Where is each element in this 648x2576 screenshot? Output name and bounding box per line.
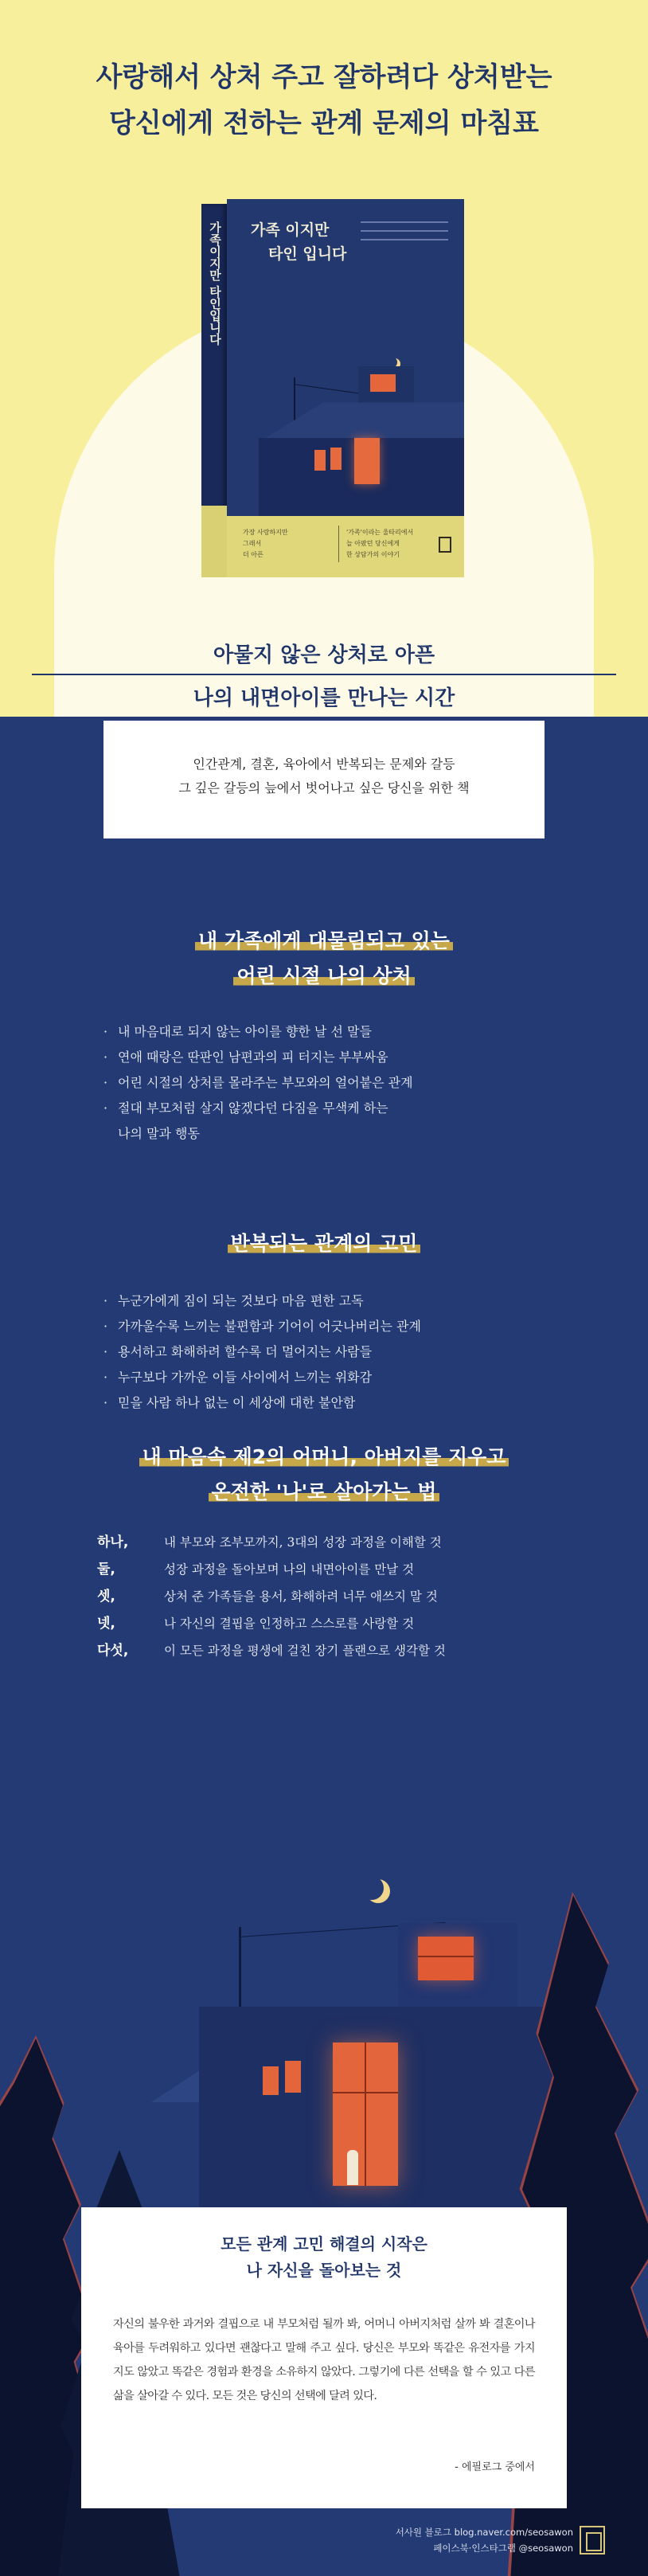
subtitle-strip [0,637,648,717]
book-title [251,218,346,266]
list-item-text: 절대 부모처럼 살지 않겠다던 다짐을 무색케 하는 [118,1100,388,1116]
epilogue-source: - 에필로그 중에서 [455,2461,535,2473]
step-text: 상처 준 가족들을 용서, 화해하려 너무 애쓰지 말 것 [164,1589,438,1604]
step-key: 넷, [97,1616,115,1632]
lit-window [285,2061,301,2093]
step-key: 셋, [97,1589,115,1605]
section3-steps [97,1529,607,1664]
band-divider [338,526,339,562]
book-spine [201,204,227,577]
book-cover-image [201,199,464,577]
lit-window [330,448,342,470]
list-item [102,1288,611,1314]
footer-social: 페이스북·인스타그램 @seosawon [433,2543,573,2554]
list-item-text: 연애 때랑은 딴판인 남편과의 피 터지는 부부싸움 [118,1050,388,1065]
book-front [227,199,464,577]
intro-line1: 인간관계, 결혼, 육아에서 반복되는 문제와 갈등 [193,756,455,772]
list-item-text: 어린 시절의 상처를 몰라주는 부모와의 얼어붙은 관계 [118,1075,413,1090]
footer-links [366,2524,573,2556]
band-right-text [346,527,413,561]
lit-window [354,438,380,484]
section2-title [0,1226,648,1261]
list-item-continuation: 나의 말과 행동 [118,1126,200,1141]
book-title-word3: 타인 [268,245,298,263]
publisher-logo-icon [580,2526,605,2555]
publisher-logo-icon [439,537,451,553]
step-row [97,1637,607,1664]
step-text: 이 모든 과정을 평생에 걸친 장기 플랜으로 생각할 것 [164,1644,446,1658]
intro-box [103,721,545,838]
intro-line2: 그 깊은 갈등의 늪에서 벗어나고 싶은 당신을 위한 책 [178,780,470,795]
house-roof [259,398,464,442]
person-silhouette [347,2150,358,2185]
list-item-text: 가까울수록 느끼는 불편함과 기어이 어긋나버리는 관계 [118,1319,421,1334]
step-text: 성장 과정을 돌아보며 나의 내면아이를 만날 것 [164,1562,415,1577]
lit-window [314,450,326,471]
step-text: 내 부모와 조부모까지, 3대의 성장 과정을 이해할 것 [164,1535,442,1550]
book-title-word2: 이지만 [285,221,330,239]
band-left-line: 더 아픈 [243,551,263,558]
lit-window [333,2042,398,2186]
spine-band [201,506,227,577]
list-item [102,1314,611,1339]
step-row [97,1583,607,1610]
list-item-text: 누구보다 가까운 이들 사이에서 느끼는 위화감 [118,1370,373,1385]
book-title-word4: 입니다 [303,245,347,263]
section2-list [102,1288,611,1416]
band-left-text [243,527,288,561]
step-key: 둘, [97,1562,115,1577]
cover-band [227,516,464,577]
band-left-line: 그래서 [243,540,262,547]
headline-line2: 당신에게 전하는 관계 문제의 마침표 [108,107,539,139]
list-item-text: 누군가에게 짐이 되는 것보다 마음 편한 고독 [118,1293,364,1308]
step-key: 다섯, [97,1643,129,1659]
section3-title [0,1440,648,1510]
book-title-word1: 가족 [251,221,280,239]
top-section [0,0,648,717]
cover-small-text [361,221,448,248]
step-row [97,1610,607,1637]
spine-title: 가족이지만 타인입니다 [208,221,222,346]
epilogue-body: 자신의 불우한 과거와 결핍으로 내 부모처럼 될까 봐, 어머니 아버지처럼 살까 봐 결혼이나 육아를 두려워하고 있다면 괜찮다고 말해 주고 싶다. 당신은 부모와 똑같은 유전자를 가지지도 않았고 똑같은 경험과 환경을 소유하지 않았다. 그렇기에 다른 선택을 할 수 있고 다른 삶을 살아갈 수 있다. 모든 것은 당신의 선택에 달려 있다. [113,2318,535,2402]
moon-icon [360,1876,384,1900]
section3-title-line2: 온전한 '나'로 살아가는 법 [209,1480,440,1503]
footer-blog: 서사원 블로그 blog.naver.com/seosawon [395,2527,573,2538]
list-item-text: 내 마음대로 되지 않는 아이를 향한 날 선 말들 [118,1024,372,1039]
step-row [97,1529,607,1556]
step-text: 나 자신의 결핍을 인정하고 스스로를 사랑할 것 [164,1616,415,1631]
subtitle-line1: 아물지 않은 상처로 아픈 [213,643,435,667]
list-item [102,1070,611,1096]
epilogue-title-line2: 나 자신을 돌아보는 것 [246,2261,402,2280]
band-right-line: 늘 아팠던 당신에게 [346,540,400,547]
lit-window [418,1937,474,1980]
list-item-text: 용서하고 화해하려 할수록 더 멀어지는 사람들 [118,1344,373,1359]
lit-window [370,374,396,392]
list-item [102,1045,611,1070]
step-key: 하나, [97,1534,129,1550]
subtitle-line2: 나의 내면아이를 만나는 시간 [193,686,455,710]
subtitle-divider [32,674,616,675]
section1-title [0,924,648,994]
list-item [102,1339,611,1365]
headline [0,54,648,147]
list-item [102,1096,611,1147]
list-item [102,1019,611,1045]
epilogue-title-line1: 모든 관계 고민 해결의 시작은 [221,2234,427,2254]
section2-title-text: 반복되는 관계의 고민 [228,1232,421,1255]
epilogue-box [81,2207,567,2508]
epilogue-title [81,2231,567,2284]
band-right-line: '가족'이라는 울타리에서 [346,529,414,536]
step-row [97,1556,607,1583]
headline-line1: 사랑해서 상처 주고 잘하려다 상처받는 [96,61,552,93]
section1-title-line2: 어린 시절 나의 상처 [233,964,414,987]
section1-list [102,1019,611,1147]
band-right-line: 한 상담가의 이야기 [346,551,400,558]
lit-window [263,2066,279,2095]
section3-title-line1: 내 마음속 제2의 어머니, 아버지를 지우고 [139,1445,509,1468]
section1-title-line1: 내 가족에게 대물림되고 있는 [195,929,453,952]
list-item [102,1390,611,1416]
band-left-line: 가장 사랑하지만 [243,529,288,536]
list-item [102,1365,611,1390]
list-item-text: 믿을 사람 하나 없는 이 세상에 대한 불안함 [118,1395,356,1410]
